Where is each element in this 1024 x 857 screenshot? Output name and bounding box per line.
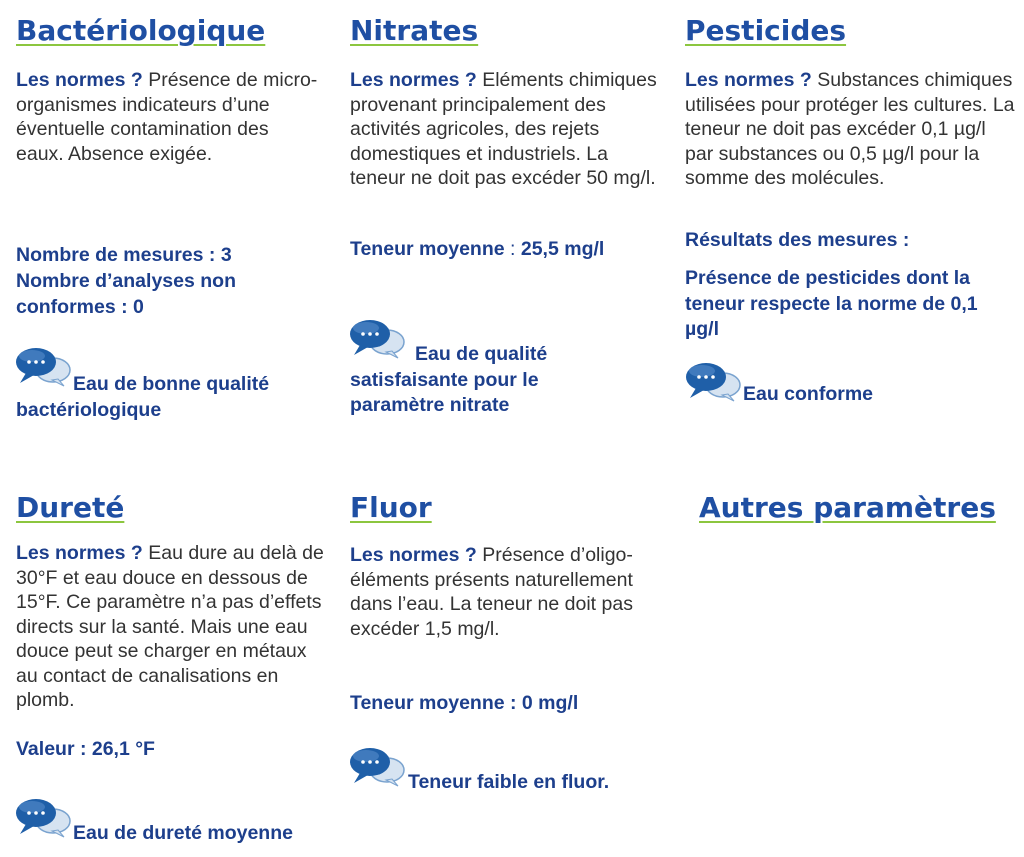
norms-label: Les normes ?	[16, 69, 143, 91]
norms-label: Les normes ?	[685, 69, 812, 91]
section-title: Nitrates	[350, 14, 479, 47]
section-title: Fluor	[350, 491, 432, 524]
speech-bubbles-icon	[14, 797, 72, 839]
nonconform-count: Nombre d’analyses non conformes : 0	[16, 270, 236, 318]
section-title-link[interactable]: Autres paramètres	[699, 491, 996, 524]
conclusion-text: Eau de bonne qualité bactériologique	[16, 373, 270, 421]
results-text: Présence de pesticides dont la teneur respecte la norme de 0,1 µg/l	[685, 267, 978, 340]
section-title: Bactériologique	[16, 14, 266, 47]
section-title: Pesticides	[685, 14, 847, 47]
norms-text: Les normes ? Présence d’oligo-éléments présents naturellement dans l’eau. La teneur ne doit pas excéder 1,5 mg/l.	[350, 544, 633, 640]
conclusion-text: Eau de dureté moyenne	[73, 822, 293, 844]
hardness-value: Valeur : 26,1 °F	[16, 738, 155, 760]
conclusion-text: Teneur faible en fluor.	[408, 771, 610, 793]
norms-text: Les normes ? Eléments chimiques provenant principalement des activités agricoles, des rejets domestiques et industriels. La teneur ne doit pas excéder 50 mg/l.	[350, 69, 657, 189]
measures-count: Nombre de mesures : 3	[16, 244, 232, 266]
average-content: Teneur moyenne : 25,5 mg/l	[350, 238, 605, 260]
average-content: Teneur moyenne : 0 mg/l	[350, 692, 579, 714]
norms-text: Les normes ? Eau dure au delà de 30°F et eau douce en dessous de 15°F. Ce paramètre n’a pas d’effets directs sur la santé. Mais une eau douce peut se charger en métaux au contact de canalisations en plomb.	[16, 542, 324, 711]
results-label: Résultats des mesures :	[685, 229, 910, 251]
conclusion-text: Eau conforme	[743, 383, 874, 405]
norms-label: Les normes ?	[350, 544, 477, 566]
norms-label: Les normes ?	[350, 69, 477, 91]
speech-bubbles-icon	[348, 746, 406, 788]
speech-bubbles-icon	[684, 361, 742, 403]
norms-label: Les normes ?	[16, 542, 143, 564]
norms-text: Les normes ? Présence de micro-organismes indicateurs d’une éventuelle contamination des eaux. Absence exigée.	[16, 69, 318, 165]
section-title: Dureté	[16, 491, 125, 524]
norms-text: Les normes ? Substances chimiques utilisées pour protéger les cultures. La teneur ne doit pas excéder 0,1 µg/l par substances ou 0,5 µg/l pour la somme des molécules.	[685, 69, 1015, 189]
conclusion-text: Eau de qualité satisfaisante pour le paramètre nitrate	[350, 343, 548, 416]
